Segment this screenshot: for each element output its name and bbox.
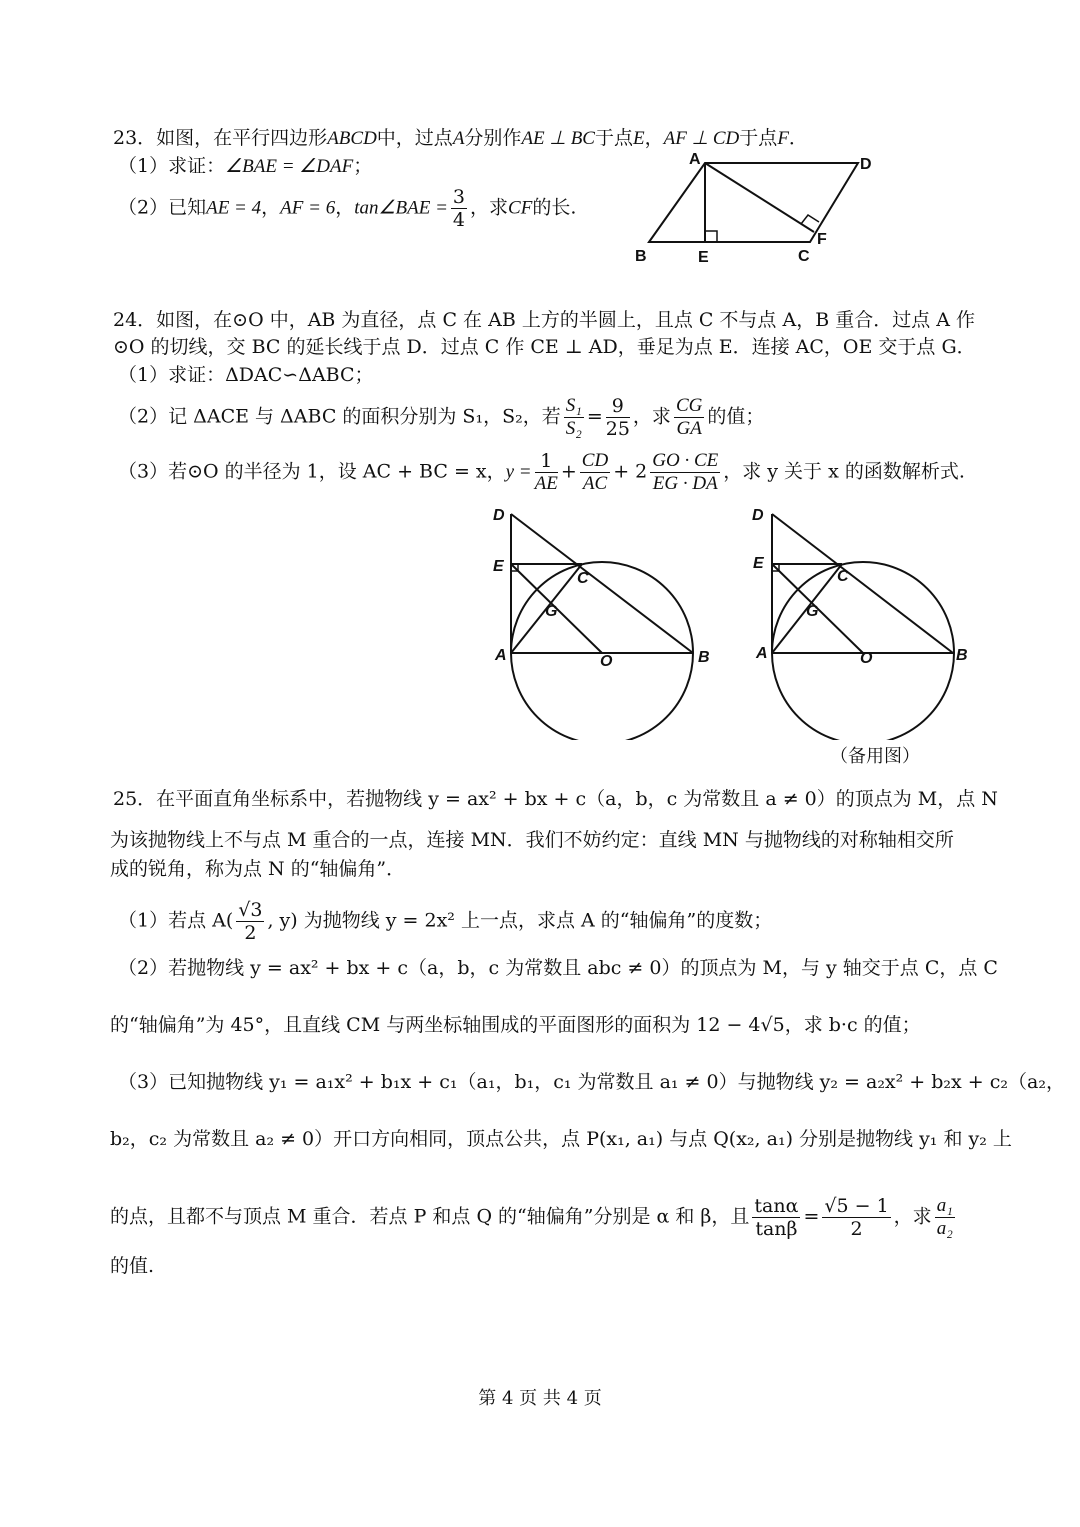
q23-tan-numerator: 3 bbox=[452, 186, 466, 208]
q24-frac2-den: AC bbox=[582, 473, 608, 494]
q25-part1-text: （1）若点 A( bbox=[118, 909, 234, 932]
q24-frac1-den: AE bbox=[534, 473, 558, 494]
q25-stem-line2: 为该抛物线上不与点 M 重合的一点，连接 MN．我们不妨约定：直线 MN 与抛物线的对称轴相交所 bbox=[110, 829, 954, 851]
q24-frac3-den: EG · DA bbox=[652, 473, 718, 494]
q24-part2-ask: ，求 bbox=[632, 405, 671, 428]
q25-stem-line3: 成的锐角，称为点 N 的“轴偏角”． bbox=[110, 858, 406, 880]
q23-stem-text: 于点 bbox=[739, 127, 778, 149]
q23-tan-label: tan∠BAE = bbox=[354, 197, 448, 219]
label-d: D bbox=[752, 507, 764, 524]
q24-plus-two: + 2 bbox=[613, 460, 648, 483]
q24-frac3-num: GO · CE bbox=[652, 450, 719, 471]
q23-stem-text: 于点 bbox=[594, 127, 633, 149]
q24-frac1 bbox=[535, 450, 558, 495]
q24-ga: GA bbox=[676, 418, 702, 439]
q23-ae-value: AE = 4 bbox=[206, 197, 262, 219]
label-d: D bbox=[493, 507, 505, 524]
q25-golden-numerator: √5 − 1 bbox=[824, 1195, 889, 1217]
q23-cf: CF bbox=[508, 197, 533, 219]
segment-af bbox=[705, 163, 814, 232]
q24-ratio-value bbox=[606, 395, 630, 440]
q24-spare-figure bbox=[742, 500, 982, 740]
q24-part1: （1）求证：ΔDAC∽ΔABC； bbox=[118, 364, 374, 386]
q24-frac2-num: CD bbox=[581, 450, 609, 471]
q23-point-f: F bbox=[777, 128, 789, 149]
q25-part3-line4: 的值. bbox=[110, 1255, 155, 1277]
q23-part2-tail: 的长. bbox=[532, 196, 577, 219]
line-db bbox=[511, 514, 693, 653]
label-e: E bbox=[753, 555, 764, 572]
q23-part2-end: ，求 bbox=[470, 196, 509, 219]
label-e: E bbox=[698, 249, 709, 266]
q23-stem-text: 分别作 bbox=[464, 127, 522, 149]
q25-part1-rest: , y) 为抛物线 y = 2x² 上一点，求点 A 的“轴偏角”的度数； bbox=[267, 909, 773, 932]
q23-part1-equation: ∠BAE = ∠DAF bbox=[225, 156, 354, 177]
q24-frac2 bbox=[580, 450, 610, 495]
q24-part2-end: 的值； bbox=[707, 405, 765, 428]
q23-part2-label: （2）已知 bbox=[118, 196, 207, 219]
q23-part1-label: （1）求证： bbox=[118, 155, 226, 177]
q25-tan-beta: tanβ bbox=[755, 1218, 798, 1240]
q23-part2: （2）已知AE = 4，AF = 6，tan∠BAE = $\frac{3}{4}$ ，求CF的长. bbox=[118, 186, 577, 231]
label-d: D bbox=[860, 156, 872, 173]
q25-a-ratio bbox=[935, 1195, 955, 1240]
right-angle-f bbox=[801, 215, 819, 224]
q24-stem-line1: 24．如图，在⊙O 中，AB 为直径，点 C 在 AB 上方的半圆上，且点 C 不与点 A，B 重合．过点 A 作 bbox=[113, 309, 975, 331]
q24-part2-text: （2）记 ΔACE 与 ΔABC 的面积分别为 S₁，S₂，若 bbox=[118, 405, 561, 428]
label-c: C bbox=[837, 568, 849, 585]
q25-sqrt3: √3 bbox=[238, 899, 263, 921]
q23-ae-perp-bc: AE ⊥ BC bbox=[521, 128, 595, 149]
q23-af-value: AF = 6 bbox=[280, 197, 336, 219]
label-g: G bbox=[806, 603, 819, 620]
label-a: A bbox=[495, 647, 507, 664]
q24-part3-text: （3）若⊙O 的半径为 1，设 AC + BC = x， bbox=[118, 460, 506, 483]
q25-part2-line1: （2）若抛物线 y = ax² + bx + c（a，b，c 为常数且 abc ≠ 0）的顶点为 M，与 y 轴交于点 C，点 C bbox=[118, 957, 998, 979]
label-b: B bbox=[956, 647, 968, 664]
q23-part1-end: ； bbox=[353, 155, 373, 177]
q25-sqrt3-half bbox=[236, 899, 264, 944]
label-o: O bbox=[860, 650, 873, 667]
label-a: A bbox=[756, 645, 768, 662]
q25-part3-text: 的点，且都不与顶点 M 重合．若点 P 和点 Q 的“轴偏角”分别是 α 和 β，且 bbox=[110, 1205, 750, 1228]
q23-stem-text: 中，过点 bbox=[376, 127, 453, 149]
q25-tan-ratio bbox=[752, 1195, 800, 1240]
q25-part1 bbox=[118, 899, 772, 944]
label-o: O bbox=[600, 653, 613, 670]
line-db-spare bbox=[772, 514, 953, 653]
q25-equals: = bbox=[803, 1205, 820, 1228]
q24-y-eq: y = bbox=[505, 461, 532, 483]
q25-two: 2 bbox=[244, 922, 257, 944]
q23-stem-text: ， bbox=[644, 127, 664, 149]
q23-stem-text: ． bbox=[788, 127, 808, 149]
q24-stem-line2: ⊙O 的切线，交 BC 的延长线于点 D．过点 C 作 CE ⊥ AD，垂足为点 E．连接 AC，OE 交于点 G． bbox=[113, 336, 976, 358]
q24-cg-ga bbox=[674, 395, 704, 440]
label-a: A bbox=[689, 151, 701, 168]
label-e: E bbox=[493, 558, 504, 575]
q24-s2: S₂ bbox=[565, 418, 582, 439]
page-footer: 第 4 页 共 4 页 bbox=[478, 1388, 602, 1409]
q23-parallelogram-figure bbox=[620, 145, 890, 270]
label-g: G bbox=[545, 603, 558, 620]
label-f: F bbox=[817, 231, 827, 248]
q24-ratio-numerator: 9 bbox=[606, 395, 630, 418]
circle-o bbox=[511, 562, 693, 740]
q24-circle-figure bbox=[480, 500, 720, 740]
label-b: B bbox=[698, 649, 710, 666]
q25-part2-line2: 的“轴偏角”为 45°，且直线 CM 与两坐标轴围成的平面图形的面积为 12 − 4√5，求 b·c 的值； bbox=[110, 1014, 921, 1036]
label-c: C bbox=[798, 248, 810, 265]
q23-abcd: ABCD bbox=[327, 128, 377, 149]
q24-cg: CG bbox=[675, 395, 703, 416]
label-b: B bbox=[635, 248, 647, 265]
q24-s1: S₁ bbox=[565, 395, 582, 416]
q25-a2: a₂ bbox=[936, 1218, 953, 1239]
q25-part3-line3 bbox=[110, 1195, 958, 1240]
q24-part2 bbox=[118, 395, 764, 440]
q24-frac3 bbox=[650, 450, 720, 495]
q25-tan-alpha: tanα bbox=[754, 1195, 799, 1217]
q23-point-a: A bbox=[452, 128, 465, 149]
q24-ratio-denominator: 25 bbox=[605, 418, 630, 440]
q25-golden-ratio bbox=[822, 1195, 890, 1240]
spare-figure-caption: （备用图） bbox=[830, 746, 920, 767]
q24-equals: = bbox=[586, 405, 603, 428]
right-angle-e bbox=[705, 231, 717, 242]
q25-a1: a₁ bbox=[936, 1195, 953, 1216]
q23-tan-denominator: 4 bbox=[452, 209, 466, 231]
q23-tan-fraction bbox=[451, 186, 467, 231]
q24-plus: + bbox=[560, 460, 577, 483]
q24-s-ratio bbox=[564, 395, 584, 440]
q25-part3-line1: （3）已知抛物线 y₁ = a₁x² + b₁x + c₁（a₁，b₁，c₁ 为常数且 a₁ ≠ 0）与抛物线 y₂ = a₂x² + b₂x + c₂（a₂， bbox=[118, 1071, 1065, 1093]
label-c: C bbox=[577, 570, 589, 587]
q24-frac1-num: 1 bbox=[535, 450, 558, 473]
q23-point-e: E bbox=[633, 128, 645, 149]
q25-ask: ，求 bbox=[893, 1205, 932, 1228]
q23-af-perp-cd: AF ⊥ CD bbox=[663, 128, 740, 149]
q24-part3 bbox=[118, 450, 965, 495]
q25-stem-line1: 25．在平面直角坐标系中，若抛物线 y = ax² + bx + c（a，b，c 为常数且 a ≠ 0）的顶点为 M，点 N bbox=[113, 788, 998, 810]
q23-part1 bbox=[118, 152, 372, 181]
q23-stem-text: 23．如图，在平行四边形 bbox=[113, 127, 328, 149]
q25-golden-denominator: 2 bbox=[850, 1218, 863, 1240]
q24-part3-ask: ，求 y 关于 x 的函数解析式. bbox=[723, 460, 965, 483]
q25-part3-line2: b₂，c₂ 为常数且 a₂ ≠ 0）开口方向相同，顶点公共，点 P(x₁, a₁) 与点 Q(x₂, a₁) 分别是抛物线 y₁ 和 y₂ 上 bbox=[110, 1128, 1012, 1150]
